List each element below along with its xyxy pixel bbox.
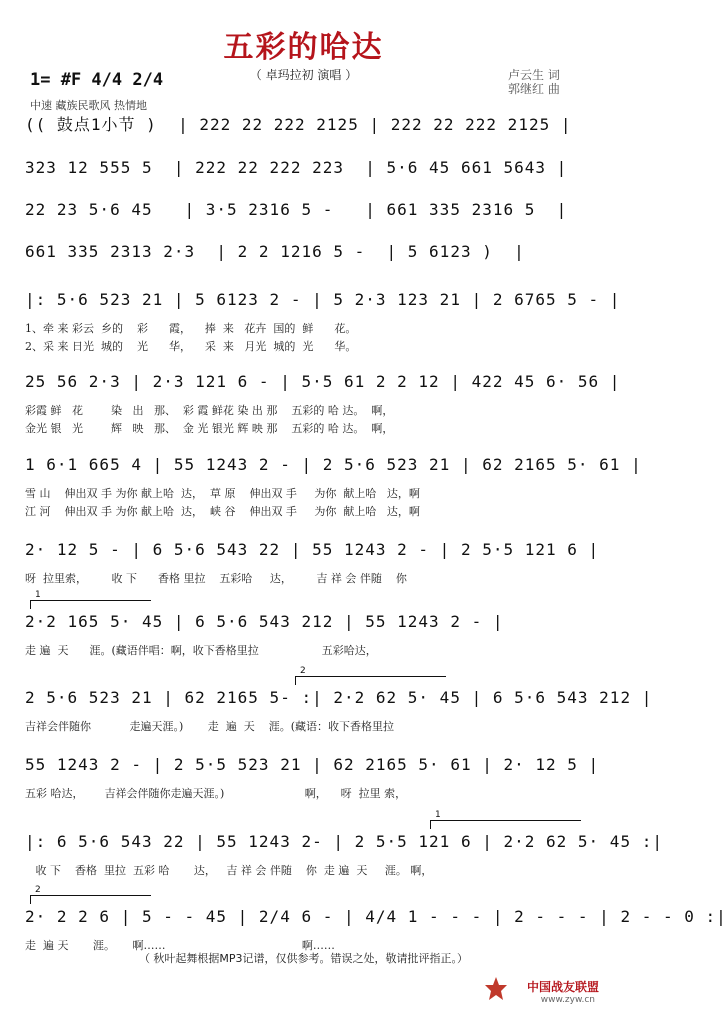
volta-bracket-2b: 2 xyxy=(30,895,151,904)
notation: 2 5·6 523 21 | 62 2165 5- :| 2·2 62 5· 45 | 6 5·6 543 212 | xyxy=(25,688,653,707)
lyric-verse-2: 2、采 来 日光 城的 光 华， 采 来 月光 城的 光 华。 xyxy=(25,340,357,353)
lyric-line: 收 下 香格 里拉 五彩 哈 达， 吉 祥 会 伴随 你 走 遍 天 涯。 啊， xyxy=(25,864,433,877)
lyric-line: 呀 拉里索， 收 下 香格 里拉 五彩哈 达， 吉 祥 会 伴随 你 xyxy=(25,572,407,585)
notation: 25 56 2·3 | 2·3 121 6 - | 5·5 61 2 2 12 | 422 45 6· 56 | xyxy=(25,372,621,391)
notation: |: 5·6 523 21 | 5 6123 2 - | 5 2·3 123 21 | 2 6765 5 - | xyxy=(25,290,621,309)
notation: 1 6·1 665 4 | 55 1243 2 - | 2 5·6 523 21 | 62 2165 5· 61 | xyxy=(25,455,642,474)
volta-bracket-2: 2 xyxy=(295,676,446,685)
lyric-verse-2: 金光 银 光 辉 映 那、 金 光 银光 辉 映 那 五彩的 哈 达。 啊， xyxy=(25,422,394,435)
singer-credit: （ 卓玛拉初 演唱 ） xyxy=(249,68,358,82)
transcription-note: （ 秋叶起舞根据MP3记谱，仅供参考。错误之处，敬请批评指正。） xyxy=(138,952,469,965)
lyric-verse-1: 彩霞 鲜 花 染 出 那、 彩 霞 鲜花 染 出 那 五彩的 哈 达。 啊， xyxy=(25,404,394,417)
volta-bracket-1b: 1 xyxy=(430,820,581,829)
lyric-line: 走 遍 天 涯。(藏语伴唱：啊，收下香格里拉 五彩哈达， xyxy=(25,644,377,657)
composer-credit: 郭继红 曲 xyxy=(508,82,560,96)
notation: |: 6 5·6 543 22 | 55 1243 2- | 2 5·5 121 6 | 2·2 62 5· 45 :| xyxy=(25,832,663,851)
star-logo-icon xyxy=(484,976,508,1002)
lyric-verse-1: 1、牵 来 彩云 乡的 彩 霞， 捧 来 花卉 国的 鲜 花。 xyxy=(25,322,357,335)
notation: 2· 2 2 6 | 5 - - 45 | 2/4 6 - | 4/4 1 - - - | 2 - - - | 2 - - 0 :| xyxy=(25,907,727,926)
notation: (( 鼓点1小节 ) | 222 22 222 2125 | 222 22 222 2125 | xyxy=(25,115,572,134)
lyric-line: 走 遍 天 涯。 啊…… 啊…… xyxy=(25,939,335,952)
tempo-marking: 中速 藏族民歌风 热情地 xyxy=(30,99,147,112)
lyricist-credit: 卢云生 词 xyxy=(508,68,560,82)
notation: 22 23 5·6 45 | 3·5 2316 5 - | 661 335 2316 5 | xyxy=(25,200,568,219)
notation: 661 335 2313 2·3 | 2 2 1216 5 - | 5 6123 ) | xyxy=(25,242,525,261)
lyric-line: 五彩 哈达， 吉祥会伴随你走遍天涯。) 啊， 呀 拉里 索， xyxy=(25,787,407,800)
volta-bracket-1: 1 xyxy=(30,600,151,609)
notation: 2·2 165 5· 45 | 6 5·6 543 212 | 55 1243 2 - | xyxy=(25,612,504,631)
site-logo-text: 中国战友联盟 xyxy=(526,980,599,994)
notation: 55 1243 2 - | 2 5·5 523 21 | 62 2165 5· 61 | 2· 12 5 | xyxy=(25,755,600,774)
notation: 2· 12 5 - | 6 5·6 543 22 | 55 1243 2 - | 2 5·5 121 6 | xyxy=(25,540,600,559)
key-signature: 1= #F 4/4 2/4 xyxy=(30,70,164,90)
lyric-verse-2: 江 河 伸出双 手 为你 献上哈 达， 峡 谷 伸出双 手 为你 献上哈 达，啊 xyxy=(25,505,420,518)
lyric-line: 吉祥会伴随你 走遍天涯。) 走 遍 天 涯。(藏语：收下香格里拉 xyxy=(25,720,394,733)
site-url: www.zyw.cn xyxy=(540,995,595,1005)
notation: 323 12 555 5 | 222 22 222 223 | 5·6 45 661 5643 | xyxy=(25,158,568,177)
lyric-verse-1: 雪 山 伸出双 手 为你 献上哈 达， 草 原 伸出双 手 为你 献上哈 达，啊 xyxy=(25,487,420,500)
song-title: 五彩的哈达 xyxy=(223,30,384,65)
